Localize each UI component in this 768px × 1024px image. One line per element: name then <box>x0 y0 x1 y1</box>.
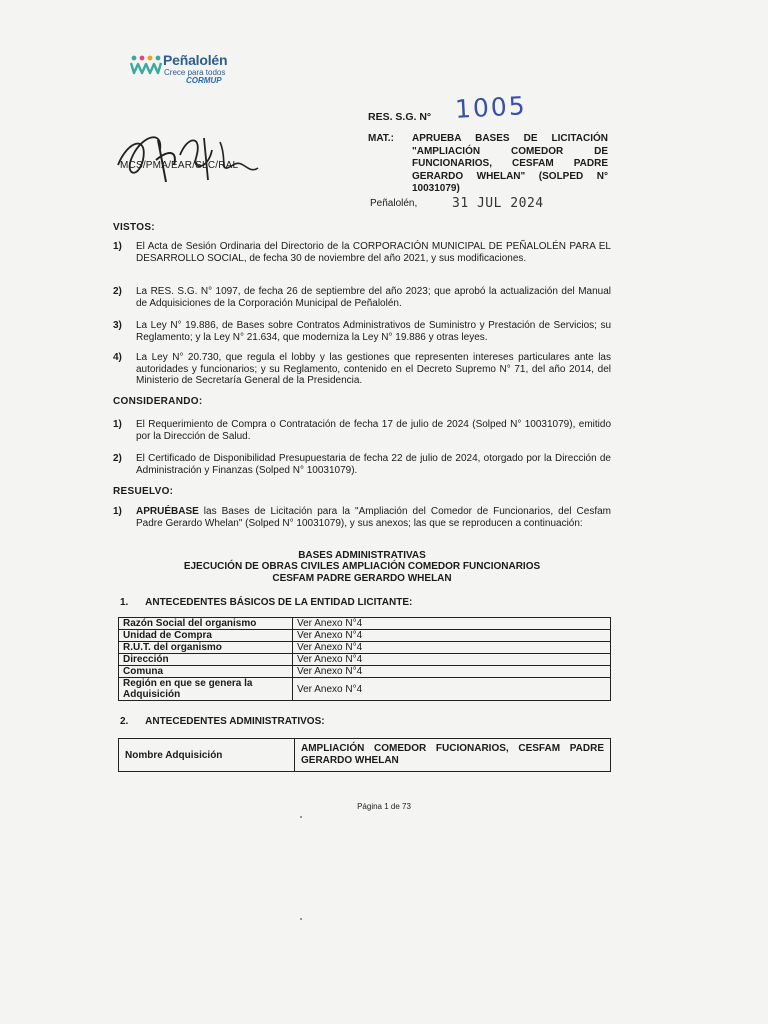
section-number: 1. <box>120 597 129 608</box>
bases-titles <box>113 550 611 584</box>
logo-name: Peñalolén <box>163 52 228 68</box>
row-label: Razón Social del organismo <box>119 618 293 630</box>
row-label: Unidad de Compra <box>119 630 293 642</box>
admin-info-table <box>118 738 611 772</box>
date-stamp: 31 JUL 2024 <box>452 196 544 211</box>
page-footer: Página 1 de 73 <box>357 802 411 811</box>
item-text: La RES. S.G. N° 1097, de fecha 26 de septiembre del año 2023; que aprobó la actualización del Manual de Adquisiciones de la Corporación Municipal de Peñalolén. <box>136 286 611 309</box>
resolution-label: RES. S.G. N° <box>368 111 432 123</box>
resuelvo-item <box>113 506 611 529</box>
resuelvo-heading: RESUELVO: <box>113 486 174 497</box>
item-number: 2) <box>113 453 122 464</box>
item-text <box>136 506 611 529</box>
bases-title-3: CESFAM PADRE GERARDO WHELAN <box>272 572 452 584</box>
section-1-heading <box>120 597 412 608</box>
resolution-number-handwritten: 1005 <box>454 91 528 124</box>
item-number: 1) <box>113 419 122 430</box>
section-number: 2. <box>120 716 129 727</box>
considerando-heading: CONSIDERANDO: <box>113 396 203 407</box>
table-row <box>119 618 611 630</box>
handwritten-signature <box>108 120 278 190</box>
matter-text: APRUEBA BASES DE LICITACIÓN "AMPLIACIÓN COMEDOR DE FUNCIONARIOS, CESFAM PADRE GERARDO WHELAN" (SOLPED N° 10031079) <box>412 133 608 194</box>
bases-title-1: BASES ADMINISTRATIVAS <box>298 550 426 561</box>
section-2-heading <box>120 716 325 727</box>
item-bold-lead: APRUÉBASE <box>136 506 199 517</box>
item-text: La Ley N° 20.730, que regula el lobby y las gestiones que representen intereses particulares ante las autoridades y funcionarios; y su Reglamento, contenido en el Decreto Supremo N° 71, del año 2014, del Ministerio de Secretaría General de la Presidencia. <box>136 352 611 387</box>
logo-tagline: Crece para todos <box>164 68 226 77</box>
row-label: Región en que se genera la Adquisición <box>119 678 293 701</box>
entity-info-table <box>118 617 611 701</box>
considerando-item <box>113 419 611 442</box>
penalolen-logo <box>130 52 260 84</box>
author-initials: MCS/PMA/EAR/SLC/RAL <box>120 160 239 171</box>
vistos-item <box>113 241 611 264</box>
vistos-item <box>113 286 611 309</box>
table-row <box>119 666 611 678</box>
row-label: R.U.T. del organismo <box>119 642 293 654</box>
row-value: Ver Anexo N°4 <box>293 666 611 678</box>
item-text: El Certificado de Disponibilidad Presupuestaria de fecha 22 de julio de 2024, otorgado por la Dirección de Administración y Finanzas (Solped N° 10031079). <box>136 453 611 476</box>
item-number: 1) <box>113 241 122 252</box>
section-title: ANTECEDENTES BÁSICOS DE LA ENTIDAD LICITANTE: <box>145 597 413 608</box>
row-value: Ver Anexo N°4 <box>293 630 611 642</box>
row-label: Comuna <box>119 666 293 678</box>
item-text: El Acta de Sesión Ordinaria del Directorio de la CORPORACIÓN MUNICIPAL DE PEÑALOLÉN PARA EL DESARROLLO SOCIAL, de fecha 30 de noviembre del año 2021, y sus modificaciones. <box>136 241 611 264</box>
row-value: Ver Anexo N°4 <box>293 642 611 654</box>
row-label: Nombre Adquisición <box>119 739 295 772</box>
item-number: 1) <box>113 506 122 517</box>
item-number: 3) <box>113 320 122 331</box>
row-value: Ver Anexo N°4 <box>293 618 611 630</box>
row-value: AMPLIACIÓN COMEDOR FUCIONARIOS, CESFAM PADRE GERARDO WHELAN <box>295 739 611 772</box>
table-row <box>119 678 611 701</box>
bases-title-2: EJECUCIÓN DE OBRAS CIVILES AMPLIACIÓN COMEDOR FUNCIONARIOS <box>183 561 541 573</box>
vistos-item <box>113 320 611 343</box>
item-number: 4) <box>113 352 122 363</box>
place-label: Peñalolén, <box>370 198 418 209</box>
row-label: Dirección <box>119 654 293 666</box>
table-row <box>119 654 611 666</box>
considerando-item <box>113 453 611 476</box>
row-value: Ver Anexo N°4 <box>293 654 611 666</box>
people-logo-icon <box>130 54 162 76</box>
table-row <box>119 739 611 772</box>
item-text-rest: las Bases de Licitación para la "Ampliación del Comedor de Funcionarios, del Cesfam Padre Gerardo Whelan" (Solped N° 10031079), y sus anexos; las que se reproducen a continuación: <box>136 506 611 529</box>
item-text: La Ley N° 19.886, de Bases sobre Contratos Administrativos de Suministro y Prestación de Servicios; su Reglamento; y la Ley N° 21.634, que moderniza la Ley N° 19.886 y otras leyes. <box>136 320 611 343</box>
vistos-item <box>113 352 611 387</box>
row-value: Ver Anexo N°4 <box>293 678 611 701</box>
item-number: 2) <box>113 286 122 297</box>
vistos-heading: VISTOS: <box>113 222 155 233</box>
matter-label: MAT.: <box>368 133 394 144</box>
scan-speck <box>300 918 302 920</box>
table-row <box>119 630 611 642</box>
logo-org: CORMUP <box>186 76 222 85</box>
section-title: ANTECEDENTES ADMINISTRATIVOS: <box>145 716 325 727</box>
table-row <box>119 642 611 654</box>
scan-speck <box>300 816 302 818</box>
item-text: El Requerimiento de Compra o Contratación de fecha 17 de julio de 2024 (Solped N° 10031079), emitido por la Dirección de Salud. <box>136 419 611 442</box>
